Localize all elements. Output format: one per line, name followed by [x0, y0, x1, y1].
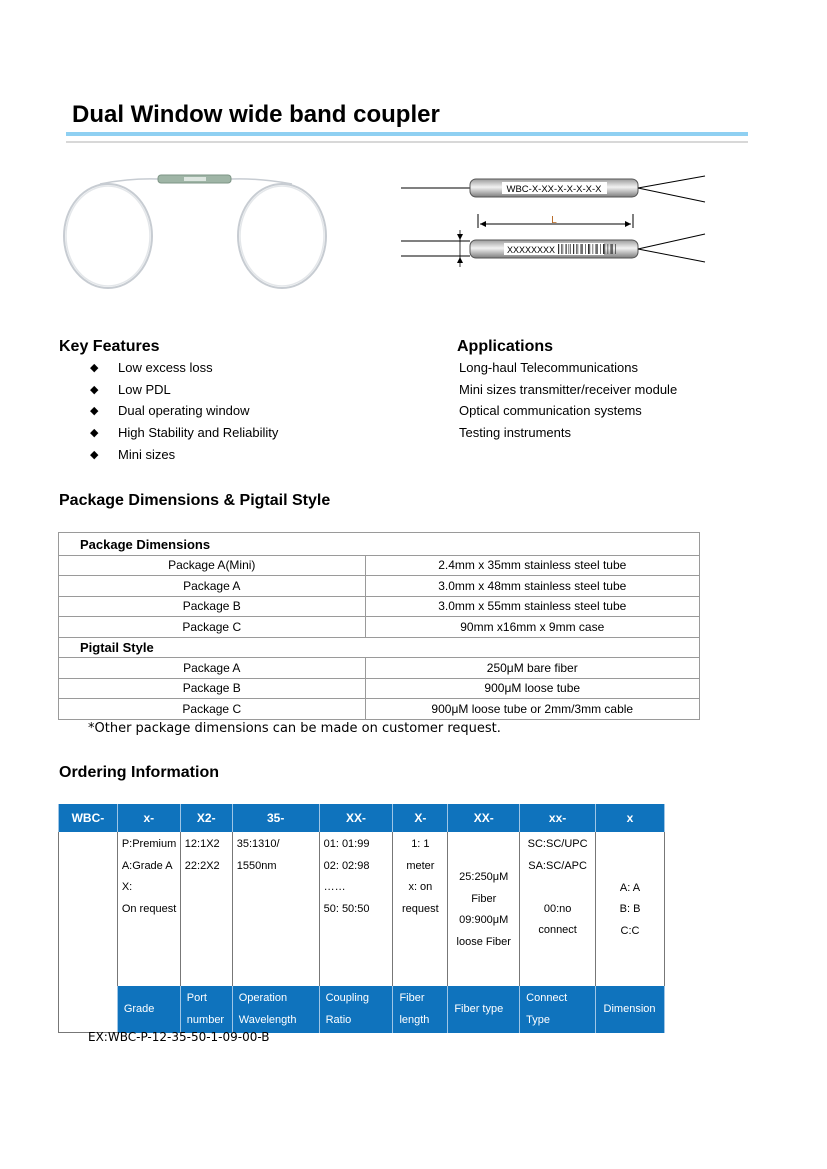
package-name-cell: Package C: [59, 617, 366, 638]
package-section-title: Pigtail Style: [59, 637, 700, 658]
field-label-cell: [117, 986, 180, 1033]
option-line: P:Premium: [121, 838, 177, 850]
code-cell: 35-: [232, 804, 319, 832]
barcode-bar: [593, 244, 594, 254]
key-feature-item: Low excess loss: [118, 360, 213, 375]
barcode-bar: [570, 244, 571, 254]
title-rule-blue: [66, 132, 748, 136]
field-label-line: Dimension: [603, 1003, 656, 1016]
option-line: connect: [538, 924, 577, 936]
field-label-line: Fiber: [399, 992, 425, 1005]
option-line: 25:250μM: [459, 871, 509, 883]
barcode-bar: [573, 244, 574, 254]
table-row: [59, 699, 700, 720]
option-line: 12:1X2: [184, 838, 220, 850]
field-label-cell: [59, 986, 118, 1033]
field-label-cell: [596, 986, 665, 1033]
field-label-line: Ratio: [325, 1014, 352, 1027]
option-cell: [180, 832, 232, 986]
table-row: [59, 555, 700, 576]
package-value-cell: 90mm x16mm x 9mm case: [365, 617, 699, 638]
option-cell: [117, 832, 180, 986]
package-section-row: [59, 533, 700, 556]
application-item: Testing instruments: [459, 425, 571, 441]
package-section-row: [59, 637, 700, 658]
option-line: [520, 877, 595, 899]
barcode-bar: [582, 244, 583, 254]
option-line: B: B: [619, 903, 641, 916]
package-name-cell: Package C: [59, 699, 366, 720]
application-item: Mini sizes transmitter/receiver module: [459, 381, 678, 397]
option-line: loose Fiber: [456, 935, 511, 948]
option-line: 00:no: [543, 902, 572, 915]
table-row: [59, 617, 700, 638]
code-cell: xx-: [520, 804, 596, 832]
table-row: [59, 678, 700, 699]
field-label-line: length: [399, 1014, 430, 1027]
bullet-icon: ◆: [90, 362, 99, 374]
package-name-cell: Package A: [59, 576, 366, 597]
package-value-cell: 250μM bare fiber: [365, 658, 699, 679]
option-line: x: on: [408, 881, 433, 893]
barcode-bar: [569, 244, 570, 254]
option-line: 50: 50:50: [323, 902, 370, 915]
drawing-label-top: WBC-X-XX-X-X-X-X-X: [506, 184, 602, 195]
package-drawing: [398, 168, 708, 273]
package-note: *Other package dimensions can be made on customer request.: [88, 721, 501, 736]
option-cell: [520, 832, 596, 986]
field-label-cell: [448, 986, 520, 1033]
package-name-cell: Package A: [59, 658, 366, 679]
code-cell: X2-: [180, 804, 232, 832]
package-name-cell: Package B: [59, 596, 366, 617]
field-label-line: Wavelength: [238, 1014, 297, 1027]
package-value-cell: 3.0mm x 55mm stainless steel tube: [365, 596, 699, 617]
bullet-icon: ◆: [90, 405, 99, 418]
field-label-line: Grade: [123, 1003, 155, 1016]
field-label-cell: [180, 986, 232, 1033]
bullet-icon: ◆: [90, 383, 99, 396]
field-label-line: Port: [186, 992, 207, 1005]
field-label-cell: [520, 986, 596, 1033]
barcode-bar: [603, 244, 604, 254]
barcode-bar: [581, 244, 582, 254]
barcode-bar: [590, 244, 591, 254]
key-feature-item: Mini sizes: [118, 446, 176, 462]
bullet-icon: ◆: [90, 448, 99, 461]
field-label-cell: [232, 986, 319, 1033]
code-cell: x-: [117, 804, 180, 832]
option-line: 09:900μM: [459, 914, 509, 926]
option-cell: [319, 832, 393, 986]
barcode-bar: [600, 244, 601, 254]
option-line: A: A: [619, 881, 641, 894]
field-label-line: Fiber type: [454, 1003, 504, 1016]
option-line: 1: 1: [411, 838, 430, 850]
ordering-table: [58, 804, 665, 1033]
option-line: meter: [406, 859, 435, 872]
option-line: ……: [323, 881, 346, 893]
barcode-bar: [578, 244, 579, 254]
ordering-example: EX:WBC-P-12-35-50-1-09-00-B: [88, 1030, 270, 1044]
field-label-line: number: [186, 1014, 225, 1027]
barcode-bar: [566, 244, 567, 254]
code-cell: x: [596, 804, 665, 832]
field-label-cell: [393, 986, 448, 1033]
option-line: 22:2X2: [184, 859, 220, 872]
drawing-label-bottom: XXXXXXXX: [506, 245, 556, 255]
table-row: [59, 576, 700, 597]
barcode-bar: [605, 244, 606, 254]
option-cell: [596, 832, 665, 986]
code-cell: XX-: [448, 804, 520, 832]
application-item: Optical communication systems: [459, 403, 642, 419]
option-line: 02: 02:98: [323, 859, 370, 872]
page-title: Dual Window wide band coupler: [72, 101, 440, 128]
option-cell: [59, 832, 118, 986]
key-features-heading: Key Features: [59, 338, 160, 355]
field-label-line: Connect: [526, 992, 568, 1005]
option-line: SA:SC/APC: [528, 859, 587, 872]
barcode-bar: [611, 244, 612, 254]
option-line: SC:SC/UPC: [527, 838, 588, 850]
applications-heading: Applications: [457, 338, 554, 355]
key-feature-item: High Stability and Reliability: [118, 425, 279, 441]
coupler-photo: [60, 168, 340, 298]
barcode-bar: [612, 244, 613, 254]
option-line: 35:1310/: [236, 838, 280, 850]
barcode-bar: [608, 244, 609, 254]
package-section-heading: Package Dimensions & Pigtail Style: [59, 492, 331, 509]
package-table: [58, 532, 700, 720]
option-line: Fiber: [471, 892, 497, 905]
option-line: C:C: [620, 924, 640, 937]
dimension-label: L: [551, 215, 557, 226]
barcode-bar: [596, 244, 597, 254]
option-line: request: [402, 902, 439, 915]
option-line: X:: [121, 881, 133, 893]
barcode-bar: [615, 244, 616, 254]
field-label-line: Operation: [238, 992, 288, 1005]
barcode-bar: [585, 244, 586, 254]
barcode-bar: [597, 244, 598, 254]
package-name-cell: Package A(Mini): [59, 555, 366, 576]
option-line: 1550nm: [236, 859, 277, 872]
bullet-icon: ◆: [90, 427, 99, 440]
barcode-bar: [561, 244, 562, 254]
field-label-line: Type: [526, 1014, 551, 1027]
table-row: [59, 596, 700, 617]
field-label-cell: [319, 986, 393, 1033]
package-section-title: Package Dimensions: [59, 533, 700, 556]
table-row: [59, 658, 700, 679]
code-cell: WBC-: [59, 804, 118, 832]
option-cell: [448, 832, 520, 986]
option-cell: [393, 832, 448, 986]
title-rule-gray: [66, 141, 748, 143]
package-value-cell: 3.0mm x 48mm stainless steel tube: [365, 576, 699, 597]
barcode-bar: [576, 244, 577, 254]
option-line: On request: [121, 902, 177, 915]
barcode-bar: [558, 244, 559, 254]
code-cell: X-: [393, 804, 448, 832]
application-item: Long-haul Telecommunications: [459, 360, 638, 375]
barcode-bar: [563, 244, 564, 254]
key-feature-item: Low PDL: [118, 381, 171, 397]
package-name-cell: Package B: [59, 678, 366, 699]
option-line: 01: 01:99: [323, 838, 370, 850]
field-label-line: Coupling: [325, 992, 370, 1005]
package-value-cell: 900μM loose tube or 2mm/3mm cable: [365, 699, 699, 720]
option-cell: [232, 832, 319, 986]
package-value-cell: 900μM loose tube: [365, 678, 699, 699]
key-feature-item: Dual operating window: [118, 403, 250, 419]
package-value-cell: 2.4mm x 35mm stainless steel tube: [365, 555, 699, 576]
barcode-bar: [588, 244, 589, 254]
option-line: A:Grade A: [121, 859, 173, 872]
ordering-heading: Ordering Information: [59, 764, 219, 781]
code-cell: XX-: [319, 804, 393, 832]
